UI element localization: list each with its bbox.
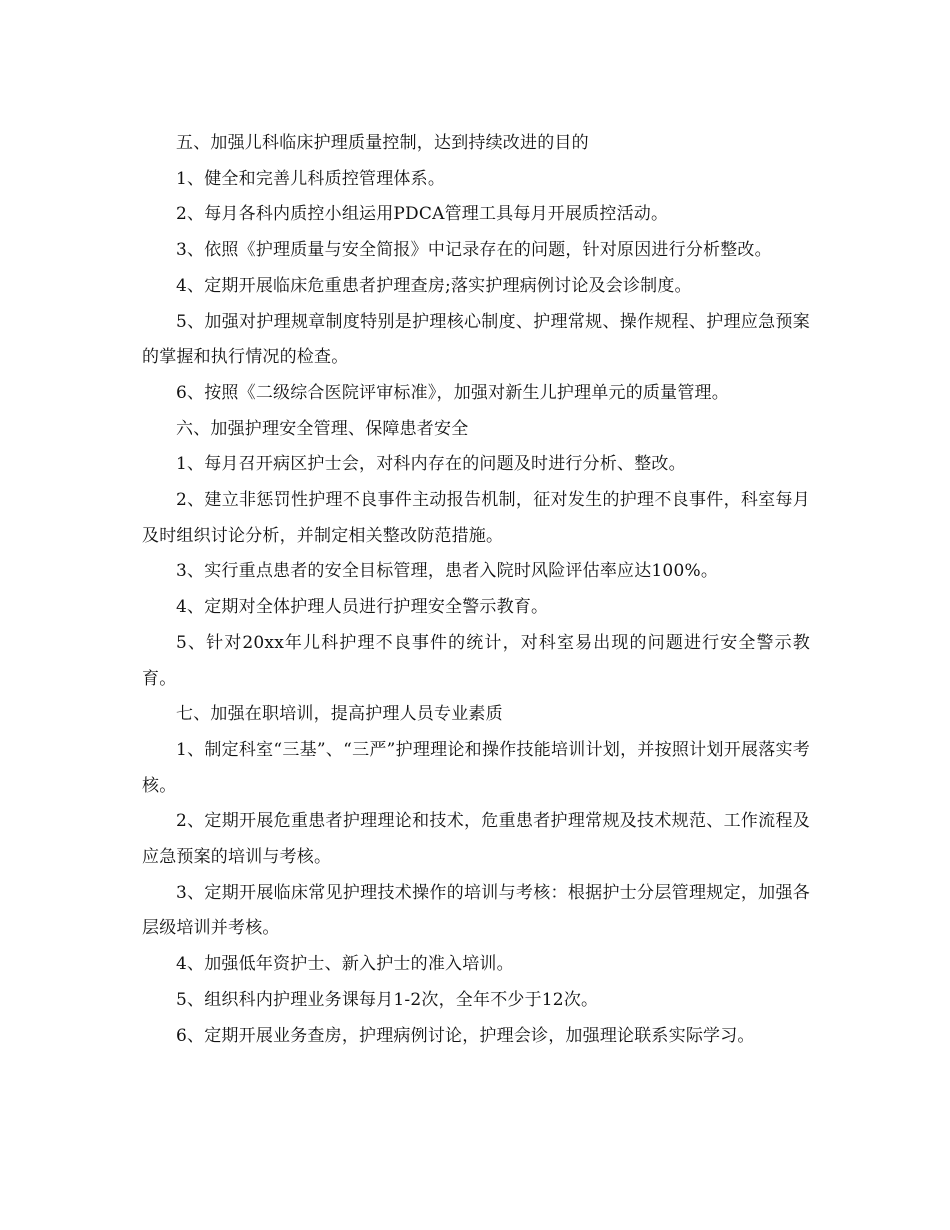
- list-item: 5、针对20xx年儿科护理不良事件的统计，对科室易出现的问题进行安全警示教育。: [142, 632, 810, 689]
- list-item: 5、加强对护理规章制度特别是护理核心制度、护理常规、操作规程、护理应急预案的掌握和执行情况的检查。: [142, 311, 810, 368]
- list-item: 5、组织科内护理业务课每月1-2次，全年不少于12次。: [176, 989, 599, 1010]
- list-item: 2、每月各科内质控小组运用PDCA管理工具每月开展质控活动。: [176, 204, 669, 225]
- list-item: 1、健全和完善儿科质控管理体系。: [176, 168, 446, 189]
- list-item: 4、定期对全体护理人员进行护理安全警示教育。: [176, 597, 549, 618]
- list-item: 6、定期开展业务查房，护理病例讨论，护理会诊，加强理论联系实际学习。: [176, 1025, 755, 1046]
- list-item: 3、定期开展临床常见护理技术操作的培训与考核：根据护士分层管理规定，加强各层级培训并考核。: [142, 882, 810, 939]
- list-item: 4、加强低年资护士、新入护士的准入培训。: [176, 954, 514, 975]
- list-item: 1、制定科室“三基”、“三严”护理理论和操作技能培训计划，并按照计划开展落实考核。: [142, 739, 810, 796]
- document-page: [142, 126, 810, 1054]
- list-item: 2、建立非惩罚性护理不良事件主动报告机制，征对发生的护理不良事件，科室每月及时组织讨论分析，并制定相关整改防范措施。: [142, 490, 810, 546]
- section-heading-7: 七、加强在职培训，提高护理人员专业素质: [176, 704, 503, 725]
- list-item: 2、定期开展危重患者护理理论和技术，危重患者护理常规及技术规范、工作流程及应急预案的培训与考核。: [142, 811, 810, 868]
- list-item: 4、定期开展临床危重患者护理查房;落实护理病例讨论及会诊制度。: [176, 275, 692, 296]
- list-item: 6、按照《二级综合医院评审标准》，加强对新生儿护理单元的质量管理。: [176, 382, 729, 403]
- list-item: 3、实行重点患者的安全目标管理，患者入院时风险评估率应达100%。: [176, 561, 719, 582]
- section-heading-6: 六、加强护理安全管理、保障患者安全: [176, 418, 469, 439]
- section-heading-5: 五、加强儿科临床护理质量控制，达到持续改进的目的: [176, 133, 589, 153]
- list-item: 1、每月召开病区护士会，对科内存在的问题及时进行分析、整改。: [176, 454, 686, 475]
- list-item: 3、依照《护理质量与安全简报》中记录存在的问题，针对原因进行分析整改。: [176, 240, 772, 261]
